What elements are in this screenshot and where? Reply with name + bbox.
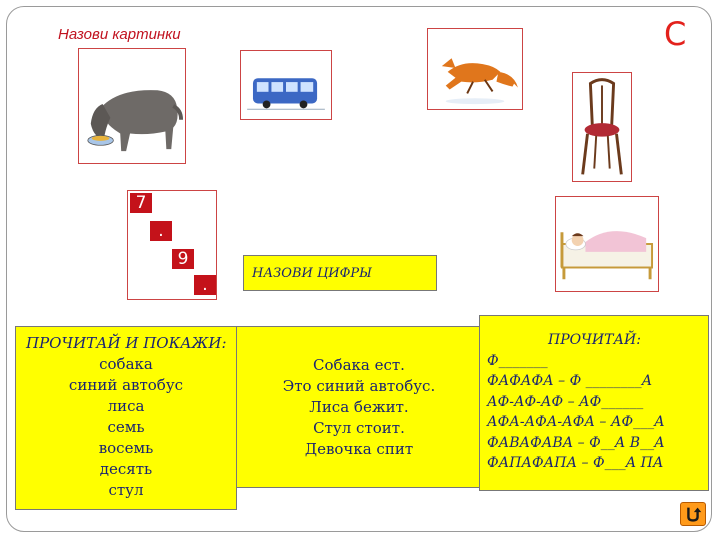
word-item[interactable]: синий автобус [68, 376, 184, 394]
word-item[interactable]: лиса [107, 397, 145, 415]
read-line: Ф_______ [487, 352, 548, 369]
read-and-show-header: ПРОЧИТАЙ И ПОКАЖИ: [26, 334, 227, 352]
digit-cell: . [150, 221, 172, 241]
read-box [479, 315, 709, 491]
read-line: ФАВАФАВА – Ф__А В__А [487, 434, 665, 451]
name-digits-banner: НАЗОВИ ЦИФРЫ [243, 255, 437, 291]
chair-picture[interactable] [572, 72, 632, 182]
digit-cell: 9 [172, 249, 194, 269]
dog-picture[interactable] [78, 48, 186, 164]
sentence-item: Девочка спит [304, 440, 414, 458]
fox-picture[interactable] [427, 28, 523, 110]
word-item[interactable]: семь [107, 418, 145, 436]
read-line: АФ-АФ-АФ – АФ______ [487, 393, 644, 410]
read-line: ФАПАФАПА – Ф___А ПА [487, 455, 664, 471]
sleeping-girl-picture[interactable] [555, 196, 659, 292]
read-line: АФА-АФА-АФА – АФ___А [487, 414, 665, 430]
digits-picture[interactable] [127, 190, 217, 300]
digit-cell: 7 [130, 193, 152, 213]
digit-cell: . [194, 275, 216, 295]
word-item[interactable]: восемь [98, 439, 154, 457]
sentence-item: Это синий автобус. [282, 377, 436, 395]
letter-heading: С [664, 15, 687, 53]
read-line: ФАФАФА – Ф ________А [487, 373, 653, 389]
bus-picture[interactable] [240, 50, 332, 120]
slide-title: Назови картинки [58, 26, 181, 43]
word-item[interactable]: десять [99, 460, 153, 478]
word-item[interactable]: собака [99, 355, 153, 373]
sentences-box [236, 326, 482, 488]
read-header: ПРОЧИТАЙ: [547, 332, 641, 348]
read-and-show-box [15, 326, 237, 510]
sentence-item: Лиса бежит. [309, 398, 409, 416]
word-item[interactable]: стул [108, 481, 144, 499]
sentence-item: Стул стоит. [313, 419, 405, 437]
return-arrow-icon [681, 503, 705, 525]
sentence-item: Собака ест. [313, 356, 405, 374]
return-button[interactable] [680, 502, 706, 526]
